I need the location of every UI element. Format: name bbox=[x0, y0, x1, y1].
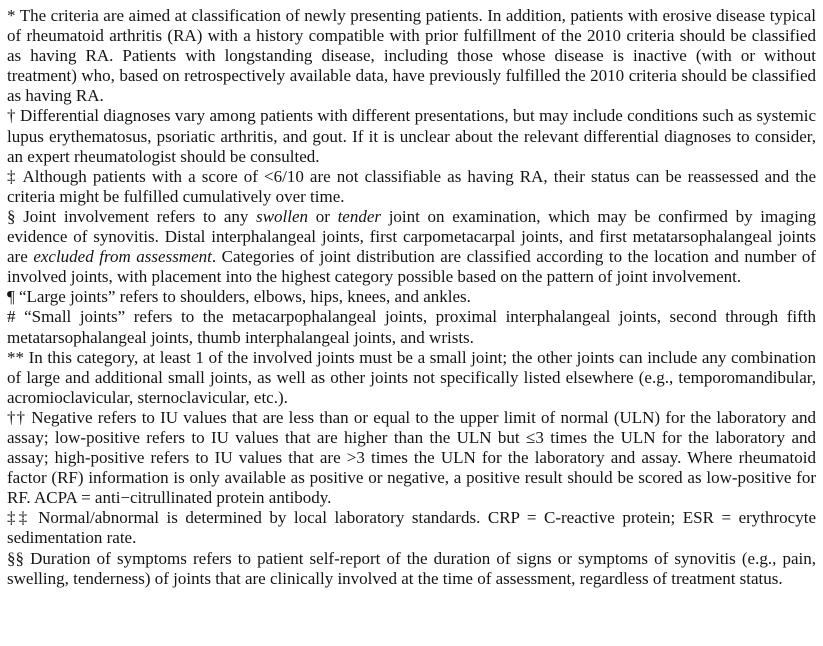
footnote-text-italic: swollen bbox=[256, 206, 309, 226]
footnote-text: Although patients with a score of <6/10 are not classifiable as having RA, their status can be reassessed and the criteria might be fulfilled cumulatively over time. bbox=[7, 166, 817, 206]
footnote-symbol: ** bbox=[7, 347, 29, 367]
footnote-text-italic: excluded from assessment bbox=[33, 247, 212, 267]
footnote bbox=[7, 307, 816, 347]
footnote bbox=[7, 348, 816, 408]
footnote-symbol: ‡‡ bbox=[7, 508, 39, 528]
footnote-text: “Large joints” refers to shoulders, elbows, hips, knees, and ankles. bbox=[18, 287, 471, 307]
footnote-symbol: # bbox=[7, 307, 25, 327]
footnote-text: In this category, at least 1 of the involved joints must be a small joint; the other joints can include any combination of large and additional small joints, as well as other joints not specifically listed elsewhere (e.g., temporomandibular, acromioclavicular, sternoclavicular, etc.). bbox=[7, 347, 817, 407]
footnote-text: or bbox=[308, 206, 338, 226]
footnote bbox=[7, 508, 816, 548]
footnote-symbol: ¶ bbox=[7, 287, 19, 307]
footnote-text: “Small joints” refers to the metacarpophalangeal joints, proximal interphalangeal joints, second through fifth metatarsophalangeal joints, thumb interphalangeal joints, and wrists. bbox=[7, 307, 816, 347]
footnote-symbol: §§ bbox=[7, 548, 31, 568]
footnote-text-italic: tender bbox=[337, 206, 382, 226]
footnote-text: Joint involvement refers to any bbox=[23, 206, 257, 226]
footnote-text: Duration of symptoms refers to patient self-report of the duration of signs or symptoms of synovitis (e.g., pain, swelling, tenderness) of joints that are clinically involved at the time of assessment, regardless of treatment status. bbox=[7, 548, 816, 588]
footnote bbox=[7, 549, 816, 589]
footnote-symbol: ‡ bbox=[7, 166, 23, 186]
footnote-text: joint on examination, which may be confirmed by imaging evidence of synovitis. Distal interphalangeal joints, first carpometacarpal joints, and first metatarsophalangeal joints are bbox=[7, 206, 817, 267]
footnote-text: Differential diagnoses vary among patients with different presentations, but may include conditions such as systemic lupus erythematosus, psoriatic arthritis, and gout. If it is unclear about the relevant differential diagnoses to consider, an expert rheumatologist should be consulted. bbox=[7, 106, 817, 166]
footnote bbox=[7, 106, 816, 166]
table-footnotes bbox=[7, 6, 816, 589]
footnote-text: Negative refers to IU values that are less than or equal to the upper limit of normal (ULN) for the laboratory and assay; low-positive refers to IU values that are higher than the ULN but ≤3 times the ULN for the laboratory and assay; high-positive refers to IU values that are >3 times the ULN for the laboratory and assay. Where rheumatoid factor (RF) information is only available as positive or negative, a positive result should be scored as low-positive for RF. ACPA = anti−citrullinated protein antibody. bbox=[7, 407, 816, 508]
footnote-symbol: * bbox=[7, 6, 20, 25]
footnote-text: The criteria are aimed at classification of newly presenting patients. In addition, patients with erosive disease typical of rheumatoid arthritis (RA) with a history compatible with prior fulfillment of the 2010 criteria should be classified as having RA. Patients with longstanding disease, including those whose disease is inactive (with or without treatment) who, based on retrospectively available data, have previously fulfilled the 2010 criteria should be classified as having RA. bbox=[7, 6, 816, 106]
footnote-symbol: †† bbox=[7, 407, 32, 427]
footnote bbox=[7, 167, 816, 207]
footnote-text: . Categories of joint distribution are classified according to the location and number of involved joints, with placement into the highest category possible based on the pattern of joint involvement. bbox=[7, 247, 816, 287]
footnote-text: Normal/abnormal is determined by local laboratory standards. CRP = C-reactive protein; ESR = erythrocyte sedimentation rate. bbox=[7, 508, 816, 548]
footnote bbox=[7, 6, 816, 106]
footnote bbox=[7, 207, 816, 287]
footnote-symbol: § bbox=[7, 206, 24, 226]
footnote-symbol: † bbox=[7, 106, 21, 126]
footnote bbox=[7, 408, 816, 508]
footnote bbox=[7, 287, 816, 307]
